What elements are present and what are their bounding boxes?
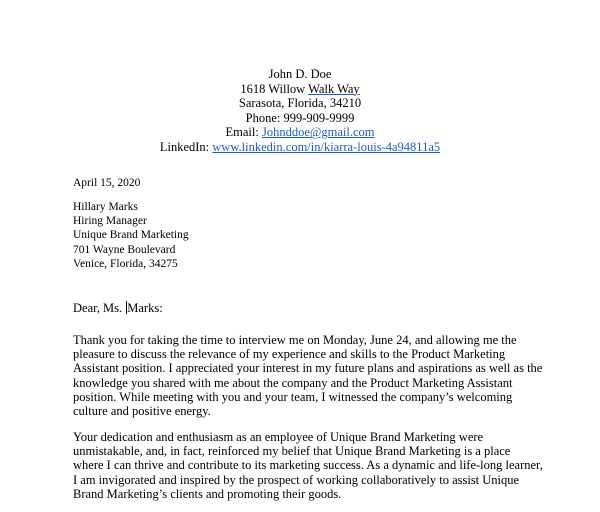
sender-name: John D. Doe: [268, 67, 332, 81]
recipient-street: 701 Wayne Boulevard: [73, 243, 176, 256]
body-paragraph-2[interactable]: Your dedication and enthusiasm as an employee of Unique Brand Marketing were unmistakable, and, in fact, reinforced my belief that Unique Brand Marketing is a place where I can thrive and contribute to its marketing success. As a dynamic and life-long learner, I am invigorated and inspired by the prospect of working collaboratively to assist Unique Brand Marketing’s clients and promoting their goods.: [73, 430, 543, 501]
sender-email-line: [0, 125, 600, 140]
sender-city-line: Sarasota, Florida, 34210: [238, 96, 362, 111]
sender-street-flagged: Walk Way: [308, 81, 360, 96]
recipient-title: Hiring Manager: [73, 215, 147, 228]
sender-email-label: Email:: [225, 125, 259, 140]
sender-linkedin-label: LinkedIn:: [159, 139, 210, 154]
recipient-company: Unique Brand Marketing: [73, 229, 189, 242]
letter-date: April 15, 2020: [73, 177, 141, 189]
salutation-after-cursor: Marks:: [127, 301, 163, 315]
sender-linkedin-line: [0, 140, 600, 155]
sender-phone: Phone: 999-909-9999: [245, 110, 355, 125]
sender-email-link[interactable]: Johnddoe@gmail.com: [261, 125, 375, 140]
sender-street: [0, 82, 600, 97]
recipient-name: Hillary Marks: [73, 201, 138, 213]
salutation-before-cursor: Dear, Ms.: [73, 301, 126, 315]
sender-header: [0, 67, 600, 155]
sender-street-prefix: 1618 Willow: [240, 81, 306, 96]
body-paragraph-1[interactable]: Thank you for taking the time to interview me on Monday, June 24, and allowing me the pleasure to discuss the relevance of my experience and skills to the Product Marketing Assistant position. I appreciated your interest in my future plans and aspirations as well as the knowledge you shared with me about the company and the Product Marketing Assistant position. While meeting with you and your team, I witnessed the company’s welcoming culture and positive energy.: [73, 333, 543, 419]
recipient-city-line: Venice, Florida, 34275: [73, 257, 178, 270]
recipient-block: [73, 200, 189, 271]
salutation[interactable]: [73, 301, 163, 315]
sender-linkedin-link[interactable]: www.linkedin.com/in/kiarra-louis-4a94811a5: [212, 139, 441, 154]
